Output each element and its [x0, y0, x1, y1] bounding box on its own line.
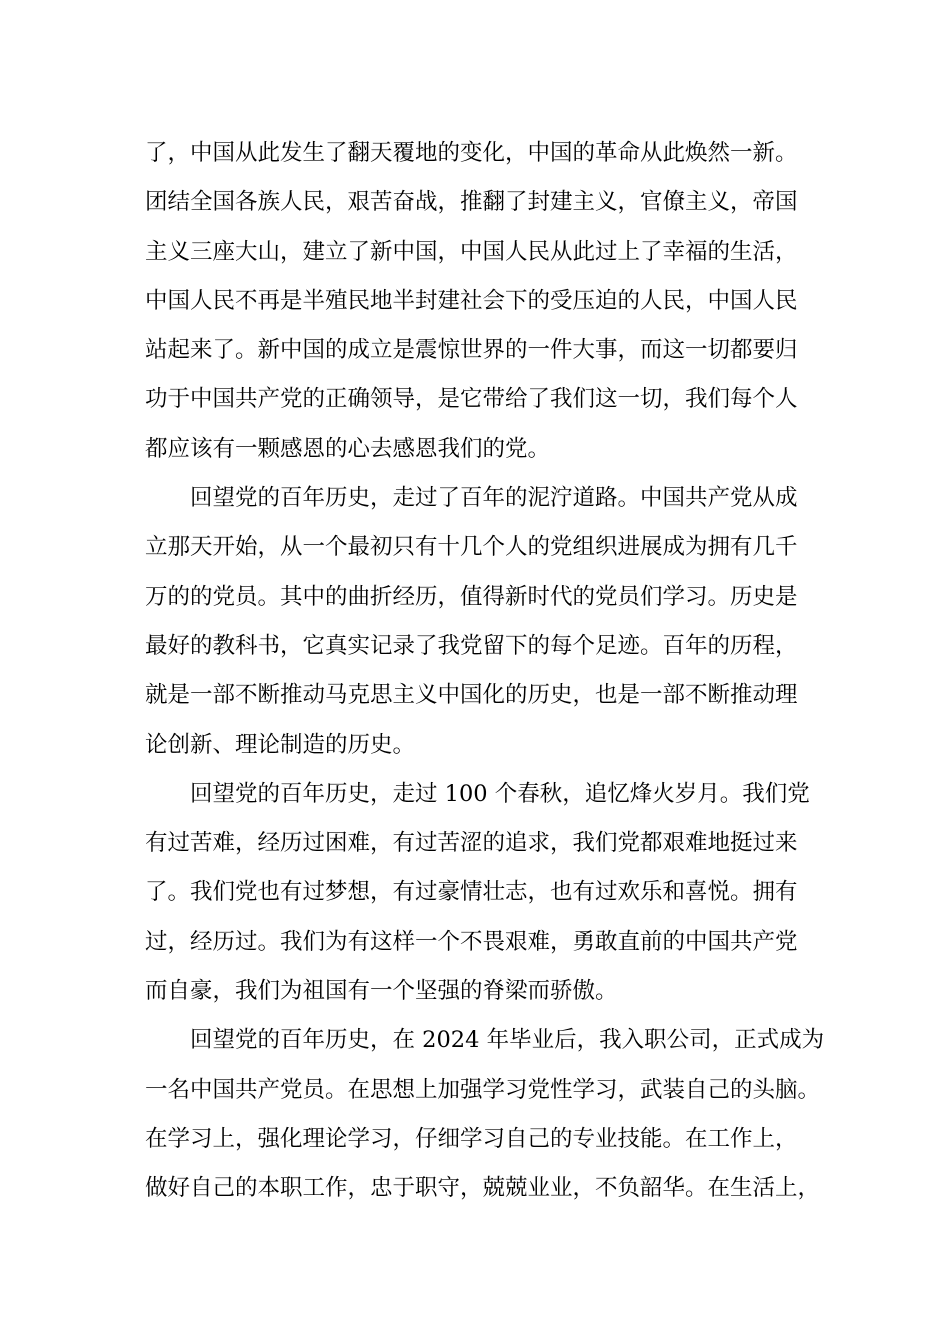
paragraph-4 — [145, 1016, 825, 1213]
paragraph-2 — [145, 474, 825, 770]
text-line: 主义三座大山，建立了新中国，中国人民从此过上了幸福的生活， — [145, 238, 798, 265]
text-line: 最好的教科书，它真实记录了我党留下的每个足迹。百年的历程， — [145, 632, 798, 659]
text-line: 有过苦难，经历过困难，有过苦涩的追求，我们党都艰难地挺过来 — [145, 830, 798, 857]
text-line: 回望党的百年历史，在 2024 年毕业后，我入职公司，正式成为 — [145, 1027, 825, 1054]
text-line: 功于中国共产党的正确领导，是它带给了我们这一切，我们每个人 — [145, 386, 798, 413]
text-line: 站起来了。新中国的成立是震惊世界的一件大事，而这一切都要归 — [145, 337, 798, 364]
text-line: 而自豪，我们为祖国有一个坚强的脊梁而骄傲。 — [145, 978, 618, 1005]
text-line: 了，中国从此发生了翻天覆地的变化，中国的革命从此焕然一新。 — [145, 140, 798, 166]
text-line: 过，经历过。我们为有这样一个不畏艰难，勇敢直前的中国共产党 — [145, 928, 798, 955]
text-line: 中国人民不再是半殖民地半封建社会下的受压迫的人民，中国人民 — [145, 287, 798, 314]
text-line: 一名中国共产党员。在思想上加强学习党性学习，武装自己的头脑。 — [145, 1076, 821, 1103]
text-line: 做好自己的本职工作，忠于职守，兢兢业业，不负韶华。在生活上， — [145, 1175, 821, 1202]
text-line: 都应该有一颗感恩的心去感恩我们的党。 — [145, 435, 551, 462]
text-line: 回望党的百年历史，走过 100 个春秋，追忆烽火岁月。我们党 — [145, 780, 810, 807]
document-body — [145, 129, 825, 1214]
text-line: 在学习上，强化理论学习，仔细学习自己的专业技能。在工作上， — [145, 1125, 798, 1152]
paragraph-3 — [145, 770, 825, 1016]
text-line: 立那天开始，从一个最初只有十几个人的党组织进展成为拥有几千 — [145, 534, 798, 561]
text-line: 团结全国各族人民，艰苦奋战，推翻了封建主义，官僚主义，帝国 — [145, 189, 798, 216]
text-line: 就是一部不断推动马克思主义中国化的历史，也是一部不断推动理 — [145, 682, 798, 709]
text-line: 万的的党员。其中的曲折经历，值得新时代的党员们学习。历史是 — [145, 583, 798, 610]
paragraph-1 — [145, 129, 825, 474]
text-line: 了。我们党也有过梦想，有过豪情壮志，也有过欢乐和喜悦。拥有 — [145, 879, 798, 906]
text-line: 论创新、理论制造的历史。 — [145, 731, 416, 758]
text-line: 回望党的百年历史，走过了百年的泥泞道路。中国共产党从成 — [145, 485, 798, 512]
